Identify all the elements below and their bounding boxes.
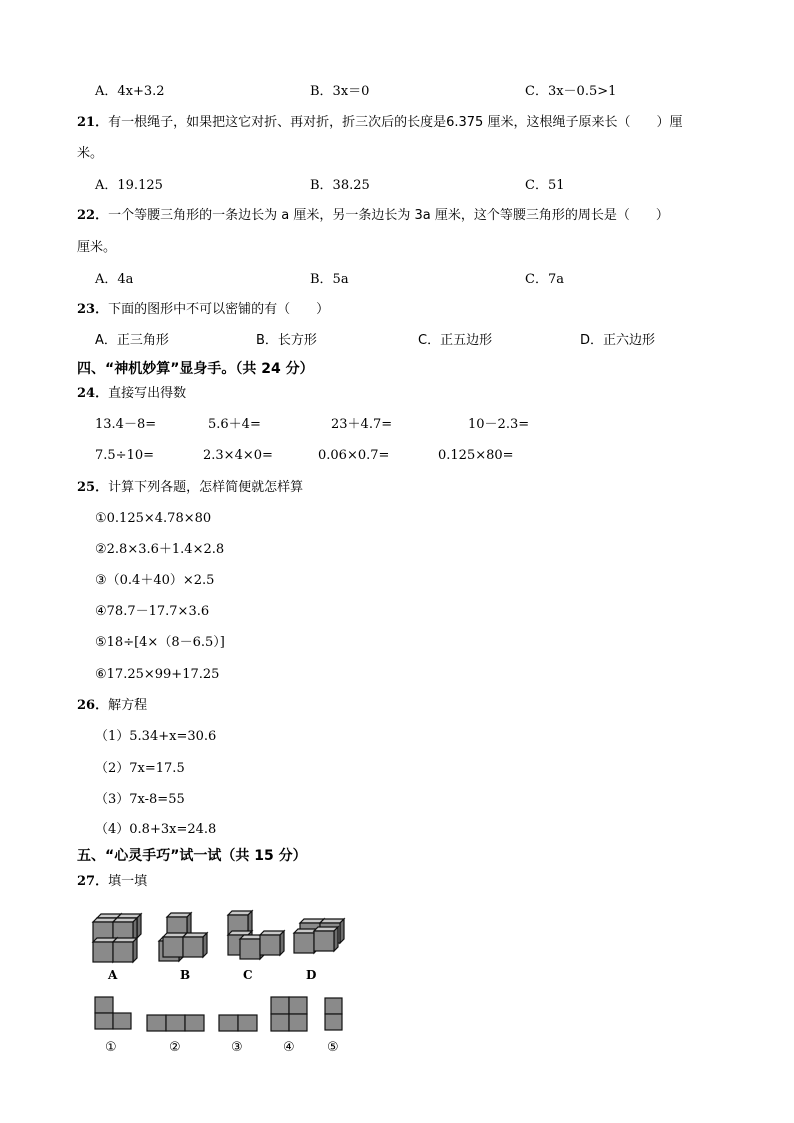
question-22	[77, 208, 669, 224]
view-label-3: ③	[231, 1040, 243, 1055]
solid-c	[228, 911, 284, 959]
q20-option-b[interactable]: B．3x＝0	[310, 84, 370, 99]
question-number: 27．	[77, 874, 109, 889]
equation-item: （2）7x=17.5	[95, 761, 185, 776]
question-21	[77, 115, 682, 131]
question-26	[77, 698, 147, 714]
question-27	[77, 874, 147, 890]
question-24	[77, 386, 186, 402]
q20-option-c[interactable]: C．3x－0.5>1	[525, 84, 617, 99]
question-number: 24．	[77, 386, 109, 401]
q23-option-c[interactable]: C．正五边形	[418, 333, 493, 348]
figure-label-b: B	[180, 968, 191, 982]
view-label-2: ②	[169, 1040, 181, 1055]
question-number: 21．	[77, 115, 109, 130]
oral-calc-item: 10－2.3=	[468, 417, 530, 432]
question-text: 解方程	[108, 698, 148, 713]
calc-item: ③（0.4＋40）×2.5	[95, 573, 215, 588]
q21-option-c[interactable]: C．51	[525, 178, 565, 193]
question-text: 直接写出得数	[108, 386, 187, 401]
question-number: 25．	[77, 480, 109, 495]
question-text: 填一填	[108, 874, 148, 889]
solid-a	[93, 914, 141, 962]
q23-option-a[interactable]: A．正三角形	[95, 333, 169, 348]
oral-calc-item: 23＋4.7=	[331, 417, 393, 432]
equation-item: （4）0.8+3x=24.8	[95, 822, 217, 837]
question-text: 有一根绳子，如果把这它对折、再对折，折三次后的长度是6.375 厘米，这根绳子原来长（ ）厘	[108, 115, 683, 130]
question-number: 26．	[77, 698, 109, 713]
figure-label-d: D	[306, 968, 317, 982]
q22-option-a[interactable]: A．4a	[95, 272, 134, 287]
view-1	[95, 997, 131, 1029]
view-3	[219, 1015, 257, 1031]
calc-item: ②2.8×3.6＋1.4×2.8	[95, 542, 225, 557]
calc-item: ①0.125×4.78×80	[95, 511, 212, 526]
view-4	[271, 997, 307, 1031]
question-number: 22．	[77, 208, 109, 223]
question-text: 下面的图形中不可以密铺的有（ ）	[108, 302, 330, 317]
question-text: 一个等腰三角形的一条边长为 a 厘米，另一条边长为 3a 厘米，这个等腰三角形的周长是（ ）	[108, 208, 669, 223]
view-2	[147, 1015, 204, 1031]
equation-item: （1）5.34+x=30.6	[95, 729, 217, 744]
question-23	[77, 302, 329, 318]
oral-calc-item: 5.6＋4=	[208, 417, 261, 432]
oral-calc-item: 13.4－8=	[95, 417, 157, 432]
solid-b	[159, 913, 207, 961]
calc-item: ④78.7－17.7×3.6	[95, 604, 210, 619]
section-5-title: 五、“心灵手巧”试一试（共 15 分）	[77, 848, 307, 864]
oral-calc-item: 7.5÷10=	[95, 448, 155, 463]
view-label-5: ⑤	[327, 1040, 339, 1055]
q21-option-b[interactable]: B．38.25	[310, 178, 370, 193]
q21-option-a[interactable]: A．19.125	[95, 178, 163, 193]
q22-option-b[interactable]: B．5a	[310, 272, 349, 287]
question-25	[77, 480, 303, 496]
view-5	[325, 998, 342, 1030]
cube-views-figure	[88, 905, 358, 1065]
oral-calc-item: 0.06×0.7=	[318, 448, 390, 463]
question-21-line2: 米。	[77, 146, 104, 161]
equation-item: （3）7x-8=55	[95, 792, 185, 807]
question-number: 23．	[77, 302, 109, 317]
figure-label-a: A	[108, 968, 118, 982]
question-text: 计算下列各题，怎样简便就怎样算	[108, 480, 304, 495]
q20-option-a[interactable]: A．4x+3.2	[95, 84, 165, 99]
section-4-title: 四、“神机妙算”显身手。（共 24 分）	[77, 361, 314, 377]
q22-option-c[interactable]: C．7a	[525, 272, 564, 287]
figure-label-c: C	[243, 968, 253, 982]
q23-option-b[interactable]: B．长方形	[256, 333, 317, 348]
question-22-line2: 厘米。	[77, 240, 117, 255]
view-label-4: ④	[283, 1040, 295, 1055]
calc-item: ⑥17.25×99+17.25	[95, 667, 220, 682]
calc-item: ⑤18÷[4×（8－6.5）]	[95, 635, 225, 650]
q23-option-d[interactable]: D．正六边形	[580, 333, 656, 348]
solid-d	[294, 919, 344, 953]
oral-calc-item: 0.125×80=	[438, 448, 514, 463]
oral-calc-item: 2.3×4×0=	[203, 448, 273, 463]
view-label-1: ①	[105, 1040, 117, 1055]
